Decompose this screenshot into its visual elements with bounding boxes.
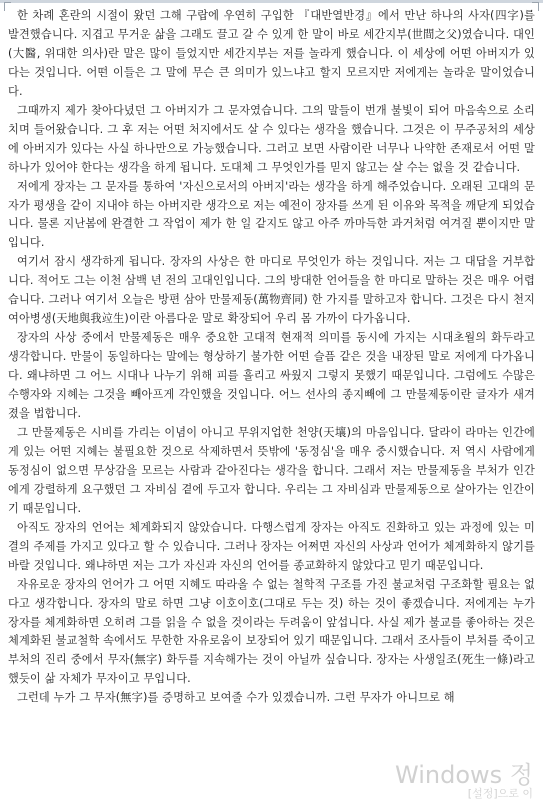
watermark-subtitle: [설정]으로 이 (467, 787, 533, 800)
paragraph: 자유로운 장자의 언어가 그 어떤 지혜도 따라올 수 없는 철학적 구조를 가진 불교처럼 구조화할 필요는 없다고 생각합니다. 장자의 말로 하면 그냥 이호이호(그대로 두는 것) 하는 것이 좋겠습니다. 저에게는 누가 장자를 체계화하면 오히려 그를 읽을 수 없을 것이라는 두려움이 앞섭니다. 사실 제가 불교를 좋아하는 것은 체계화된 불교철학 속에서도 무한한 자유로움이 보장되어 있기 때문입니다. 그래서 조사들이 부처를 죽이고 부처의 진리 중에서 무자(無字) 화두를 지속해가는 것이 아닐까 싶습니다. 장자는 사생일조(死生一條)라고 했듯이 삶 자체가 무자이고 무입니다. (8, 577, 539, 686)
paragraph: 장자의 사상 중에서 만물제동은 매우 중요한 고대적 현재적 의미를 동시에 가지는 시대초월의 화두라고 생각합니다. 만물이 동일하다는 말에는 형상하기 불가한 어떤 슬픔 같은 것을 내장된 말로 저에게 다가옵니다. 왜냐하면 그 어느 시대나 나누기 위해 피를 흘리고 싸웠지 그렇지 못했기 때문입니다. 그럼에도 수많은 수행자와 지혜는 그것을 빼아프게 각인했을 것입니다. 어느 선사의 종지빼에 그 만물제동이란 글자가 새겨졌을 법합니다. (8, 331, 539, 421)
watermark-title: Windows 정 (395, 761, 533, 789)
paragraph: 그런데 누가 그 무자(無字)를 증명하고 보여줄 수가 있겠습니까. 그런 무자가 아니므로 해 (17, 691, 455, 705)
paragraph: 저에게 장자는 그 문자를 통하여 '자신으로서의 아버지'라는 생각을 하게 해주었습니다. 오래된 고대의 문자가 평생을 같이 지내야 하는 아버지란 생각으로 저는 예전이 장자를 쓰게 된 이유와 목적을 깨닫게 되었습니다. 물론 지난봄에 완결한 그 작업이 제가 한 일 같지도 않고 아주 까마득한 과거처럼 여겨질 뿐이지만 말입니다. (8, 179, 535, 250)
paragraph: 그때까지 제가 찾아다녔던 그 아버지가 그 문자였습니다. 그의 말들이 번개 불빛이 되어 마음속으로 소리치며 들어왔습니다. 그 후 저는 어떤 처지에서도 살 수 있다는 생각을 했습니다. 그것은 이 무주공처의 세상에 아버지가 있다는 사실 하나만으로 가능했습니다. 그러고 보면 사람이란 너무나 나약한 존재로서 어떤 말 하나가 있어야 한다는 생각을 하게 됩니다. 도대체 그 무엇인가를 믿지 않고는 살 수는 없을 것 같습니다. (8, 103, 539, 174)
paragraph: 한 차례 혼란의 시절이 왔던 그해 구랍에 우연히 구입한 『대반열반경』에서 만난 하나의 사자(四字)를 발견했습니다. 지겹고 무거운 삶을 그래도 끌고 갈 수 있게 한 말이 바로 세간지부(世間之父)였습니다. 대인(大醫, 위대한 의사)란 말은 많이 들었지만 세간지부는 저를 놀라게 했습니다. 이 세상에 어떤 아버지가 있다는 것입니다. 어떤 이들은 그 말에 무슨 큰 의미가 있느냐고 할지 모르지만 저에게는 놀라운 말이었습니다. (8, 9, 539, 98)
paragraph: 아직도 장자의 언어는 체계화되지 않았습니다. 다행스럽게 장자는 아직도 진화하고 있는 과정에 있는 미결의 주제를 가지고 있다고 할 수 있습니다. 그러나 장자는 어쩌면 자신의 사상과 언어가 체계화하지 않기를 바랄 것입니다. 왜냐하면 저는 그가 자신과 자신의 언어를 종교화하지 않았다고 믿기 때문입니다. (8, 520, 539, 572)
paragraph: 여기서 잠시 생각하게 됩니다. 장자의 사상은 한 마디로 무엇인가 하는 것입니다. 저는 그 대답을 거부합니다. 적어도 그는 이천 삼백 년 전의 고대인입니다. 그의 방대한 언어들을 한 마디로 말하는 것은 매우 어렵습니다. 그러나 여기서 오늘은 방편 삼아 만물제동(萬物齊同) 한 가지를 말하고자 합니다. 그것은 다시 천지여아병생(天地與我竝生)이란 아름다운 말로 확장되어 우리 몸 가까이 다가옵니다. (8, 255, 535, 326)
paragraph: 그 만물제동은 시비를 가리는 이념이 아니고 무위지업한 천양(天壤)의 마음입니다. 달라이 라마는 인간에게 있는 어떤 지혜는 불필요한 것으로 삭제하면서 뜻밖에 '동정심'을 매우 중시했습니다. 저 역시 사람에게 동정심이 없으면 무상감을 모르는 사람과 같아진다는 생각을 합니다. 그래서 저는 만물제동을 부처가 인간에게 강렬하게 요구했던 그 자비심 곁에 두고자 합니다. 우리는 그 자비심과 만물제동으로 살아가는 인간이기 때문입니다. (8, 425, 539, 515)
